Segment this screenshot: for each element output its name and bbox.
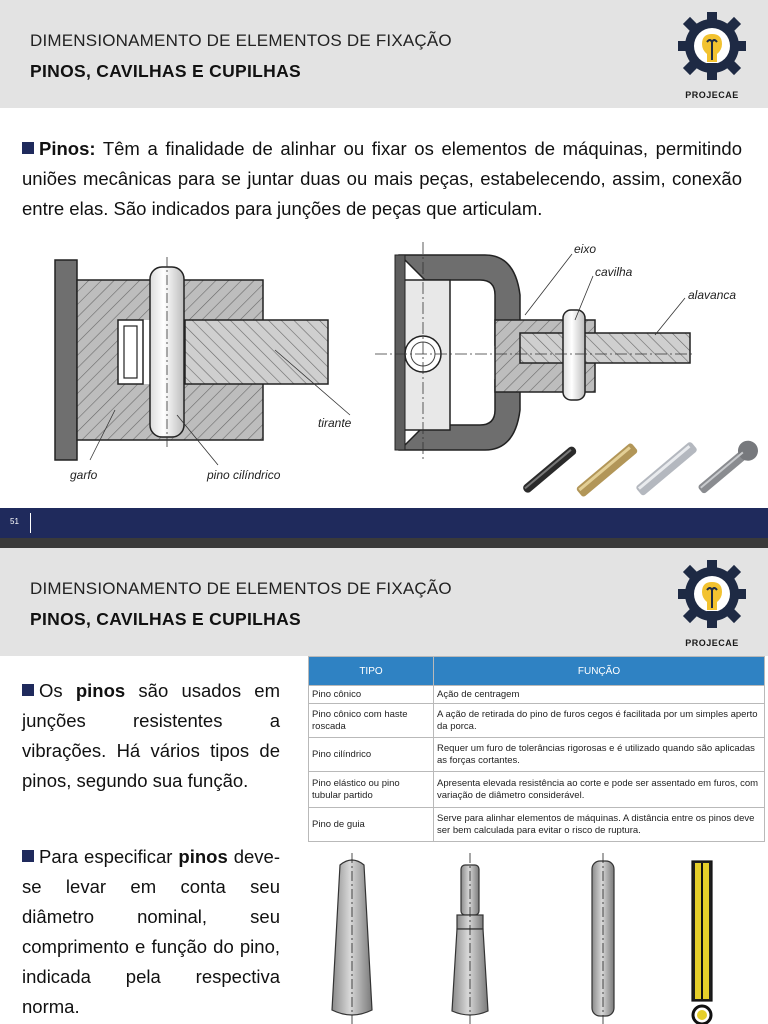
table-cell-type: Pino cônico com haste roscada <box>309 704 434 738</box>
label-alavanca: alavanca <box>688 288 737 302</box>
p2-text-c: deve-se levar em conta seu diâmetro nominal, seu comprimento e função do pino, indicada pela respectiva norma. <box>22 846 280 1017</box>
table-cell-function: Apresenta elevada resistência ao corte e pode ser assentado em furos, com variação de diâmetro considerável. <box>434 772 765 808</box>
logo-text: PROJECAE <box>685 90 739 100</box>
header-tipo: TIPO <box>309 657 434 686</box>
pin-types-drawings <box>310 853 765 1024</box>
pinos-paragraph <box>22 134 742 224</box>
label-cavilha: cavilha <box>595 265 633 279</box>
projecae-logo <box>672 556 752 652</box>
projecae-logo <box>672 8 752 104</box>
label-tirante: tirante <box>318 416 352 430</box>
label-garfo: garfo <box>70 468 98 482</box>
table-cell-function: Serve para alinhar elementos de máquinas. A distância entre os pinos deve ser bem calculada para evitar o risco de ruptura. <box>434 808 765 842</box>
pin-types-table <box>308 656 765 842</box>
p1-text-a: Os <box>39 680 76 701</box>
bullet-square-icon <box>22 142 34 154</box>
table-row <box>309 686 765 704</box>
slide-header <box>0 548 768 656</box>
label-pino-cilindrico: pino cilíndrico <box>207 468 281 482</box>
table-row <box>309 772 765 808</box>
fork-pin-drawing <box>50 255 370 490</box>
slide-header <box>0 0 768 108</box>
elastic-pin-drawing <box>692 861 712 1024</box>
header-subtitle: DIMENSIONAMENTO DE ELEMENTOS DE FIXAÇÃO <box>30 31 452 50</box>
header-funcao: FUNÇÃO <box>434 657 765 686</box>
footer-divider <box>30 513 31 533</box>
table-row <box>309 808 765 842</box>
slide-52 <box>0 548 768 1024</box>
p2-term: pinos <box>178 846 228 867</box>
p1-term: pinos <box>75 680 126 701</box>
pinos-spec-paragraph <box>22 842 280 1022</box>
label-eixo: eixo <box>574 242 597 256</box>
logo-text: PROJECAE <box>685 638 739 648</box>
cylindrical-pin-drawing <box>592 853 614 1024</box>
table-cell-function: Ação de centragem <box>434 686 765 704</box>
clevis-lever-drawing <box>375 240 705 465</box>
table-row <box>309 704 765 738</box>
table-cell-type: Pino elástico ou pino tubular partido <box>309 772 434 808</box>
table-cell-type: Pino cilíndrico <box>309 738 434 772</box>
table-cell-type: Pino de guia <box>309 808 434 842</box>
pinos-definition: Têm a finalidade de alinhar ou fixar os elementos de máquinas, permitindo uniões mecânicas para se juntar duas ou mais peças, estabelecendo, assim, conexão entre elas. São indicados para junções de peças que articulam. <box>22 138 742 219</box>
bullet-square-icon <box>22 850 34 862</box>
threaded-conical-pin-drawing <box>452 853 488 1024</box>
pinos-usage-paragraph <box>22 676 280 796</box>
gear-bulb-icon <box>672 556 752 638</box>
slide-footer <box>0 508 768 538</box>
p2-text-a: Para especificar <box>39 846 179 867</box>
gear-bulb-icon <box>672 8 752 90</box>
table-header-row <box>309 657 765 686</box>
header-title: PINOS, CAVILHAS E CUPILHAS <box>30 61 301 81</box>
pin-photos <box>515 440 765 500</box>
bullet-square-icon <box>22 684 34 696</box>
header-subtitle: DIMENSIONAMENTO DE ELEMENTOS DE FIXAÇÃO <box>30 579 452 598</box>
p1-text-c: são usados em junções resistentes a vibrações. Há vários tipos de pinos, segundo sua função. <box>22 680 281 791</box>
table-cell-function: A ação de retirada do pino de furos cegos é facilitada por um simples aperto da porca. <box>434 704 765 738</box>
header-title: PINOS, CAVILHAS E CUPILHAS <box>30 609 301 629</box>
term-pinos: Pinos: <box>39 138 96 159</box>
conical-pin-drawing <box>332 853 372 1024</box>
table-cell-type: Pino cônico <box>309 686 434 704</box>
page-number: 51 <box>10 517 19 526</box>
table-row <box>309 738 765 772</box>
table-cell-function: Requer um furo de tolerâncias rigorosas e é utilizado quando são aplicadas as forças cortantes. <box>434 738 765 772</box>
